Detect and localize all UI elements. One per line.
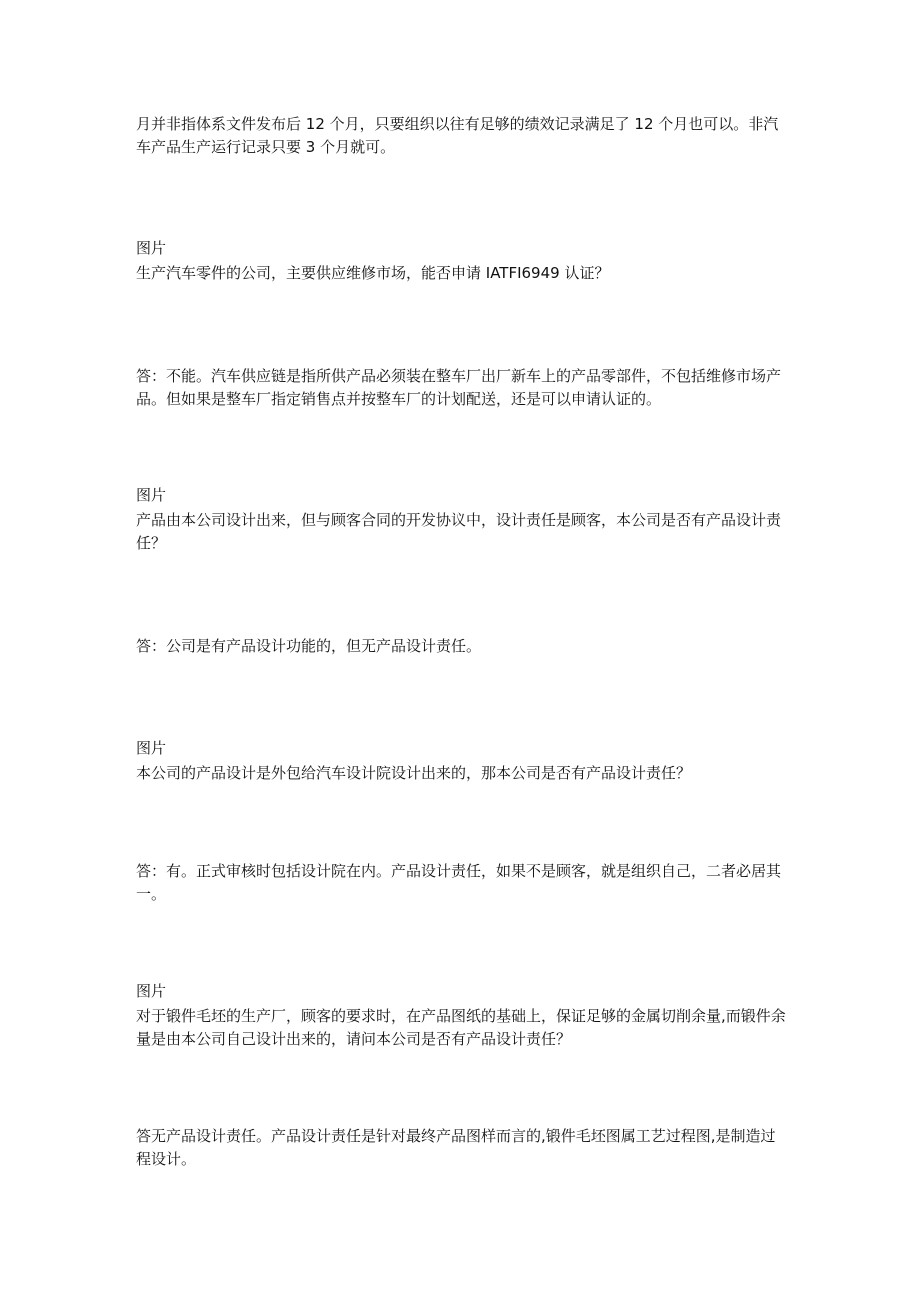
image-placeholder-label: 图片 [136, 739, 167, 757]
question-4: 对于锻件毛坯的生产厂，顾客的要求时，在产品图纸的基础上，保证足够的金属切削余量,而锻件余量是由本公司自己设计出来的，请问本公司是否有产品设计责任？ [136, 1007, 786, 1048]
answer-3: 答：有。正式审核时包括设计院在内。产品设计责任，如果不是顾客，就是组织自己，二者必居其一。 [136, 862, 782, 903]
answer-1: 答：不能。汽车供应链是指所供产品必须装在整车厂出厂新车上的产品零部件，不包括维修市场产品。但如果是整车厂指定销售点并按整车厂的计划配送，还是可以申请认证的。 [136, 367, 782, 408]
answer-4: 答无产品设计责任。产品设计责任是针对最终产品图样而言的,锻件毛坯图属工艺过程图,是制造过程设计。 [136, 1127, 776, 1168]
question-3: 本公司的产品设计是外包给汽车设计院设计出来的，那本公司是否有产品设计责任？ [136, 764, 692, 782]
question-1: 生产汽车零件的公司，主要供应维修市场，能否申请 IATFI6949 认证？ [136, 264, 610, 282]
question-2: 产品由本公司设计出来，但与顾客合同的开发协议中，设计责任是顾客，本公司是否有产品设计责任？ [136, 511, 782, 552]
paragraph-intro: 月并非指体系文件发布后 12 个月，只要组织以往有足够的绩效记录满足了 12 个月也可以。非汽车产品生产运行记录只要 3 个月就可。 [136, 115, 779, 156]
image-placeholder-label: 图片 [136, 486, 167, 504]
image-placeholder-label: 图片 [136, 239, 167, 257]
image-placeholder-label: 图片 [136, 982, 167, 1000]
answer-2: 答：公司是有产品设计功能的，但无产品设计责任。 [136, 637, 482, 655]
